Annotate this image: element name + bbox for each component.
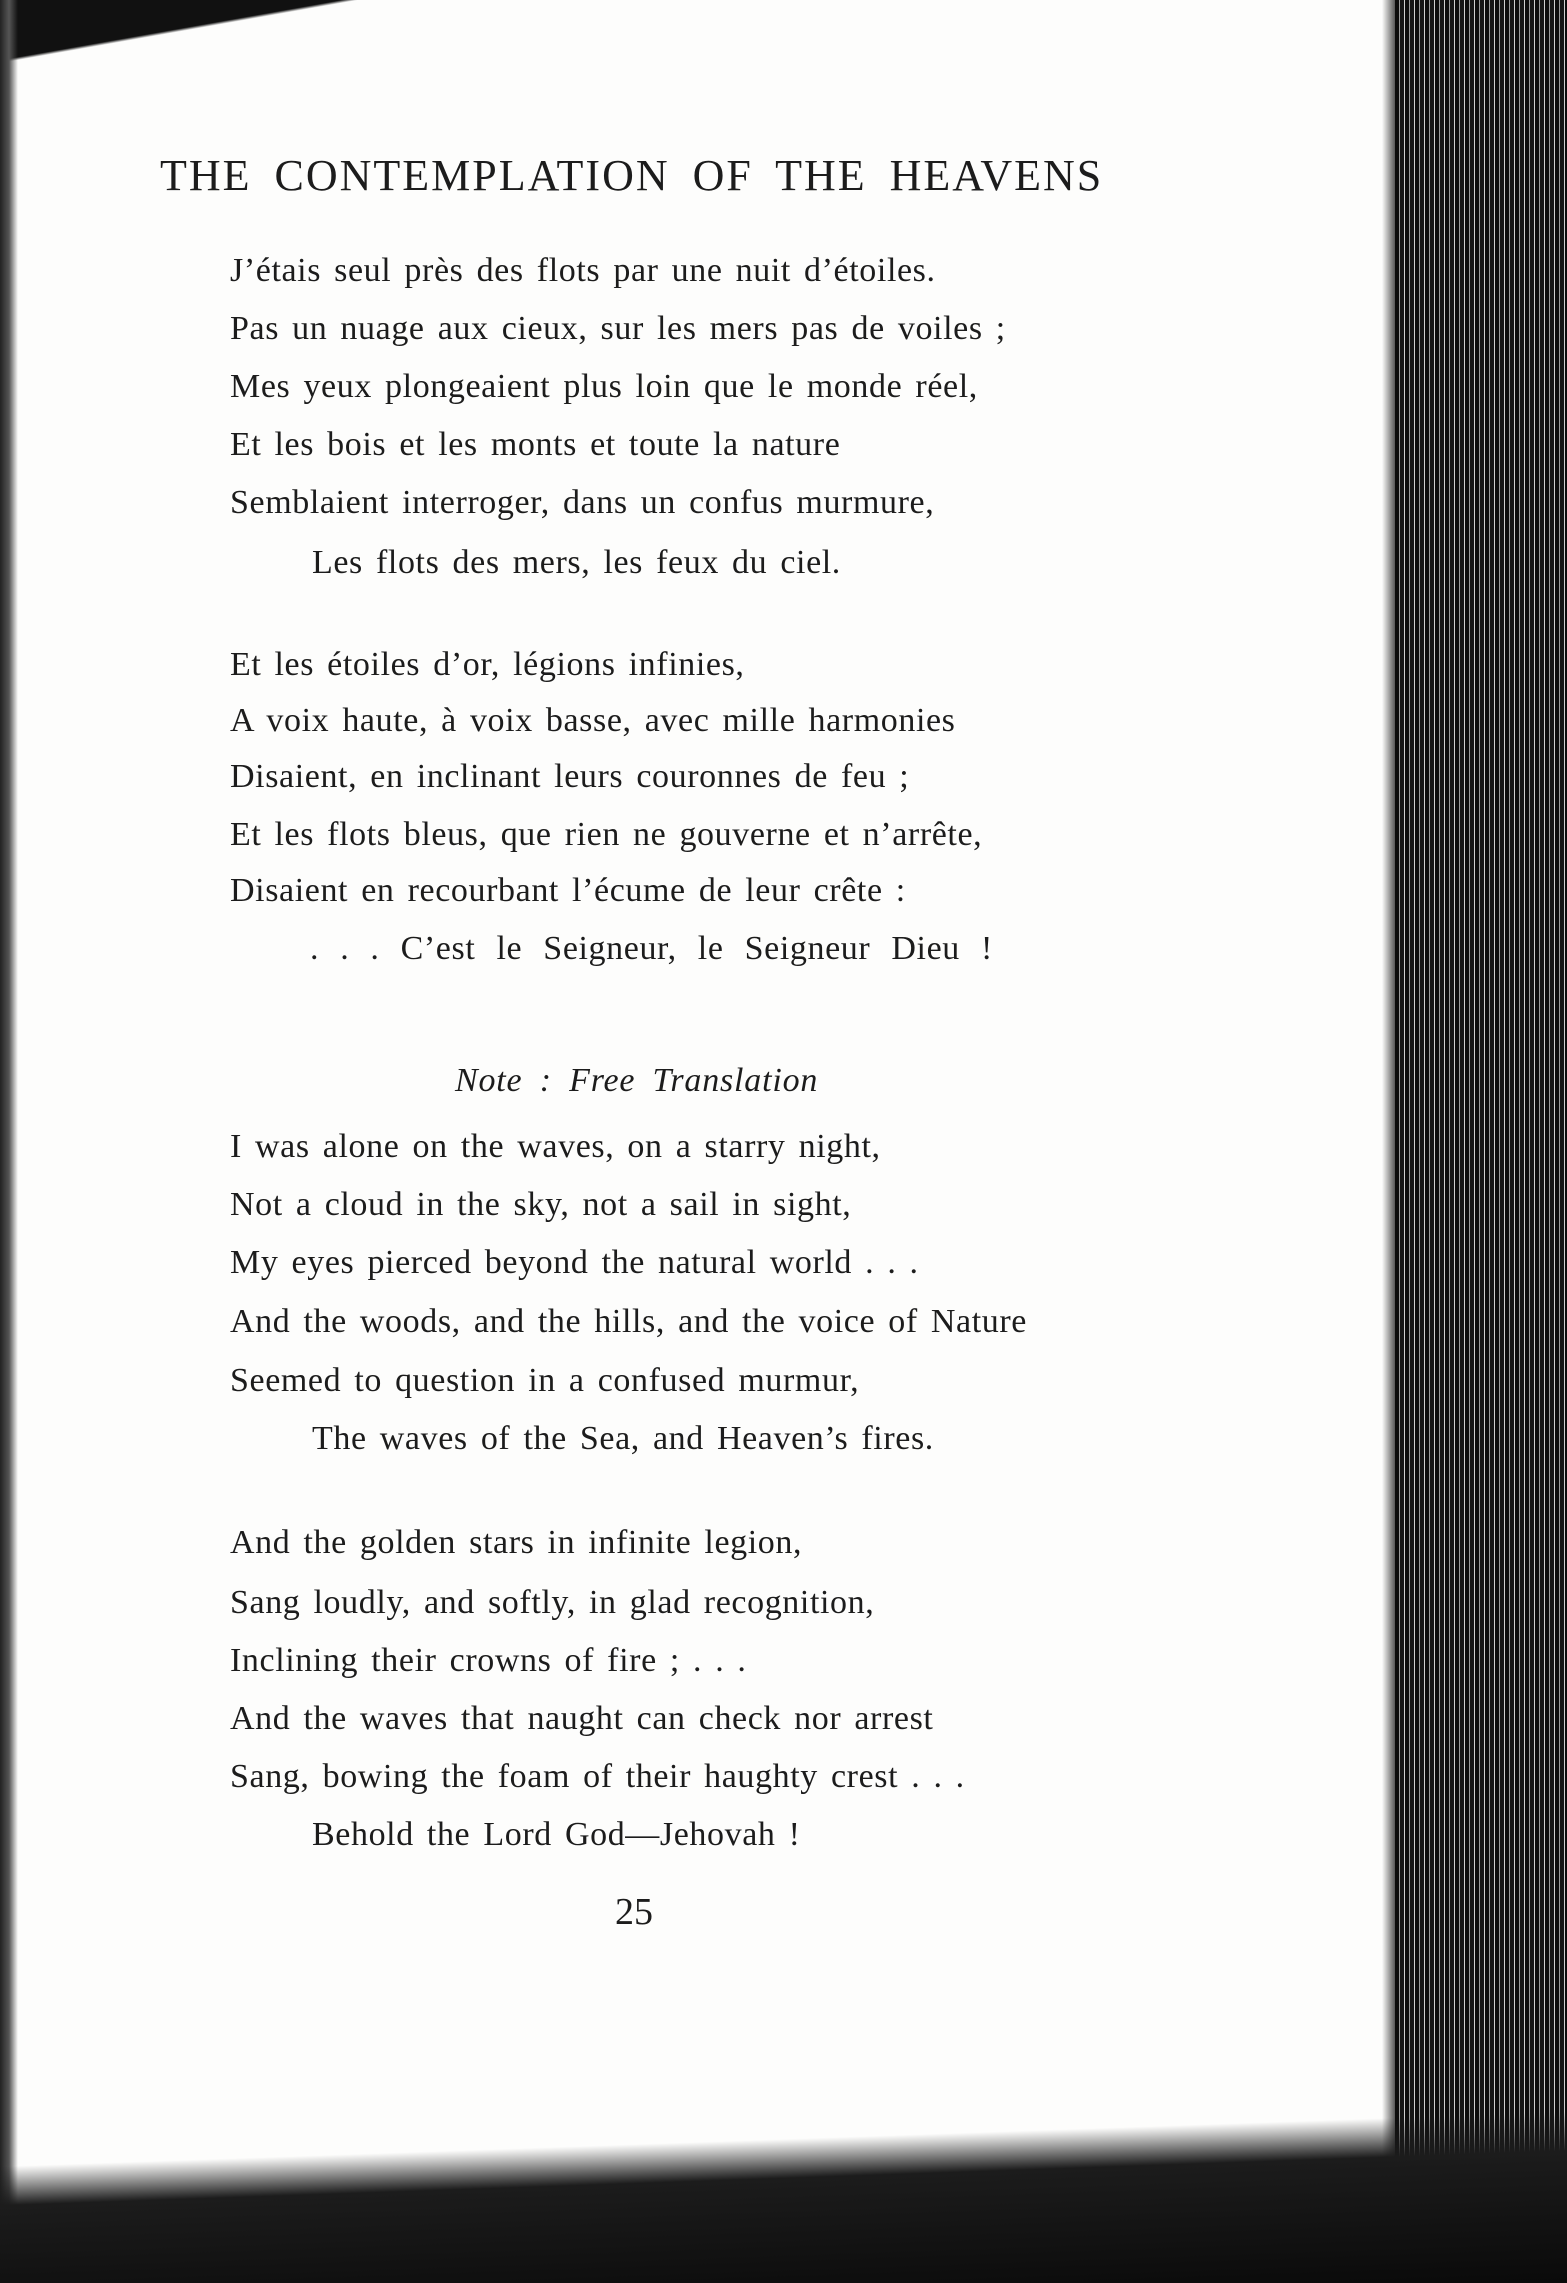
verse-line: My eyes pierced beyond the natural world . . . [230,1244,919,1281]
page-stack-edges [1395,0,1567,2283]
verse-line: And the woods, and the hills, and the voice of Nature [230,1303,1027,1340]
binding-shadow-top [0,0,400,80]
verse-line: Sang loudly, and softly, in glad recognition, [230,1584,875,1621]
verse-line: And the waves that naught can check nor arrest [230,1700,934,1737]
verse-line: J’étais seul près des flots par une nuit d’étoiles. [230,252,936,289]
verse-line: Pas un nuage aux cieux, sur les mers pas de voiles ; [230,310,1006,347]
verse-line: Et les flots bleus, que rien ne gouverne et n’arrête, [230,816,983,853]
page-number: 25 [615,1891,653,1933]
verse-line: Les flots des mers, les feux du ciel. [312,544,841,581]
verse-line: Seemed to question in a confused murmur, [230,1362,860,1399]
binding-shadow-left [0,0,18,2283]
verse-line: . . . C’est le Seigneur, le Seigneur Dieu ! [310,930,993,967]
verse-line: Disaient en recourbant l’écume de leur crête : [230,872,906,909]
running-head: THE CONTEMPLATION OF THE HEAVENS [160,151,1104,200]
verse-line: The waves of the Sea, and Heaven’s fires. [312,1420,934,1457]
verse-line: Disaient, en inclinant leurs couronnes de feu ; [230,758,910,795]
verse-line: I was alone on the waves, on a starry night, [230,1128,881,1165]
verse-line: Et les étoiles d’or, légions infinies, [230,646,745,683]
verse-line: Mes yeux plongeaient plus loin que le monde réel, [230,368,978,405]
verse-line: Inclining their crowns of fire ; . . . [230,1642,747,1679]
verse-line: Sang, bowing the foam of their haughty crest . . . [230,1758,965,1795]
verse-line: Et les bois et les monts et toute la nature [230,426,841,463]
verse-line: Behold the Lord God—Jehovah ! [312,1816,801,1853]
verse-line: And the golden stars in infinite legion, [230,1524,803,1561]
verse-line: A voix haute, à voix basse, avec mille harmonies [230,702,956,739]
note-heading: Note : Free Translation [455,1062,819,1099]
verse-line: Not a cloud in the sky, not a sail in sight, [230,1186,852,1223]
verse-line: Semblaient interroger, dans un confus murmure, [230,484,935,521]
binding-shadow-bottom [0,2093,1567,2283]
